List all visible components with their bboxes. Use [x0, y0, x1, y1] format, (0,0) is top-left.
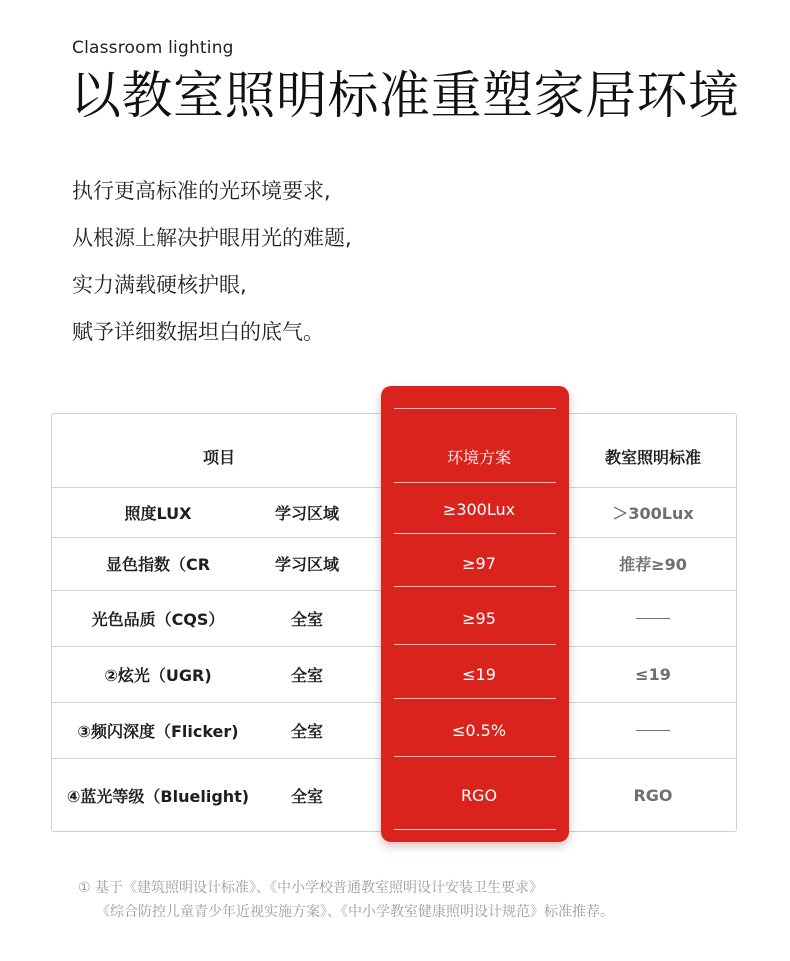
header-solution: 环境方案 — [446, 447, 511, 467]
footnote-line: ① 基于《建筑照明设计标准》、《中小学校普通教室照明设计安装卫生要求》 — [78, 880, 543, 896]
footnote-line: 《综合防控儿童青少年近视实施方案》、《中小学教室健康照明设计规范》标准推荐。 — [96, 904, 614, 920]
intro-text — [72, 168, 352, 356]
row-standard: ≤19 — [635, 664, 671, 684]
intro-line: 执行更高标准的光环境要求, — [72, 179, 331, 203]
row-label: 照度LUX — [124, 503, 192, 523]
footnote — [78, 876, 614, 924]
row-standard: 推荐≥90 — [619, 555, 687, 574]
subtitle-english: Classroom lighting — [72, 38, 234, 58]
row-standard: RGO — [633, 785, 673, 805]
header-standard: 教室照明标准 — [604, 447, 701, 467]
row-area: 全室 — [290, 665, 323, 685]
row-label: 光色品质（CQS） — [91, 609, 225, 629]
row-solution: ≤19 — [462, 664, 496, 684]
row-standard-empty — [569, 590, 737, 646]
row-area: 学习区域 — [274, 555, 339, 574]
row-label: 显色指数（CR — [105, 555, 211, 574]
row-area: 全室 — [290, 609, 323, 629]
row-solution: ≥300Lux — [442, 499, 516, 519]
row-label: ②炫光（UGR) — [104, 665, 212, 685]
red-divider — [394, 408, 556, 409]
page-title: 以教室照明标准重塑家居环境 — [70, 67, 740, 126]
row-standard: ＞300Lux — [612, 503, 694, 523]
row-label: ③频闪深度（Flicker) — [77, 721, 239, 741]
header-item: 项目 — [202, 447, 235, 467]
row-solution: ≤0.5% — [451, 720, 507, 740]
intro-line: 从根源上解决护眼用光的难题, — [72, 226, 352, 250]
intro-line: 实力满载硬核护眼, — [72, 273, 247, 297]
intro-line: 赋予详细数据坦白的底气。 — [72, 320, 324, 344]
red-divider — [394, 482, 556, 483]
row-solution: ≥95 — [462, 608, 496, 628]
row-standard-empty — [569, 702, 737, 758]
row-area: 全室 — [290, 786, 323, 806]
row-label: ④蓝光等级（Bluelight) — [66, 786, 250, 806]
row-area: 全室 — [290, 721, 323, 741]
row-solution: RGO — [460, 785, 498, 805]
row-area: 学习区域 — [274, 503, 339, 523]
dash-mark — [636, 618, 670, 619]
row-solution: ≥97 — [462, 554, 496, 573]
dash-mark — [636, 730, 670, 731]
